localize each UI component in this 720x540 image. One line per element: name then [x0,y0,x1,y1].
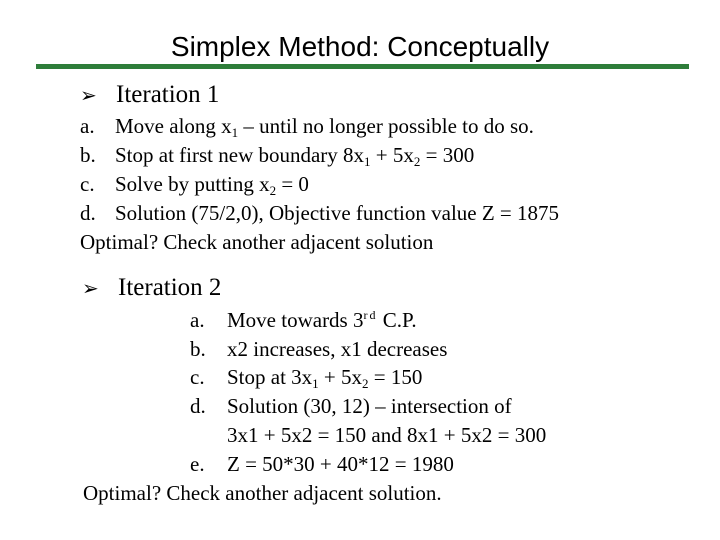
arrow-bullet-icon: ➢ [82,276,99,300]
iteration-1-step-c [80,171,309,197]
step-text: Move towards 3rd C.P. [227,308,417,332]
arrow-bullet-icon: ➢ [80,83,97,107]
step-text: Solution (75/2,0), Objective function value Z = 1875 [115,201,560,225]
iteration-2-step-b [190,336,447,362]
step-text: Solution (30, 12) – intersection of [227,394,512,418]
step-text: Solve by putting $x_2 = 0$ [115,172,309,198]
step-text: Stop at $3x_1 + 5x_2 = 150$ [227,365,423,391]
step-label: e. [190,452,205,476]
iteration-2-step-d [190,393,512,419]
step-label: d. [80,201,96,225]
title-underline [36,64,689,69]
iteration-1-step-d [80,200,559,226]
step-label: c. [80,172,95,196]
step-label: c. [190,365,205,389]
step-label: a. [190,308,205,332]
step-label: d. [190,394,206,418]
iteration-2-step-d-continuation: 3x1 + 5x2 = 150 and 8x1 + 5x2 = 300 [227,423,547,447]
step-text: Stop at first new boundary $8x_1 + 5x_2 = 300$ [115,143,475,169]
step-text: Move along $x_1$ – until no longer possible to do so. [115,114,534,140]
iteration-2-step-e [190,451,454,477]
iteration-1-step-b [80,142,474,168]
step-label: b. [190,337,206,361]
slide-title: Simplex Method: Conceptually [170,31,550,62]
iteration-1-heading [80,80,219,110]
iteration-1-step-a [80,113,534,139]
iteration-1-conclusion: Optimal? Check another adjacent solution [80,230,434,254]
iteration-2-heading [82,273,221,303]
step-label: b. [80,143,96,167]
iteration-2-conclusion: Optimal? Check another adjacent solution. [83,481,442,505]
iteration-1-title: Iteration 1 [116,81,220,108]
iteration-2-title: Iteration 2 [118,274,222,301]
iteration-2-step-c [190,364,422,390]
step-label: a. [80,114,95,138]
iteration-2-step-a [190,307,417,333]
step-text: Z = 50*30 + 40*12 = 1980 [227,452,454,476]
step-text: x2 increases, x1 decreases [227,337,448,361]
